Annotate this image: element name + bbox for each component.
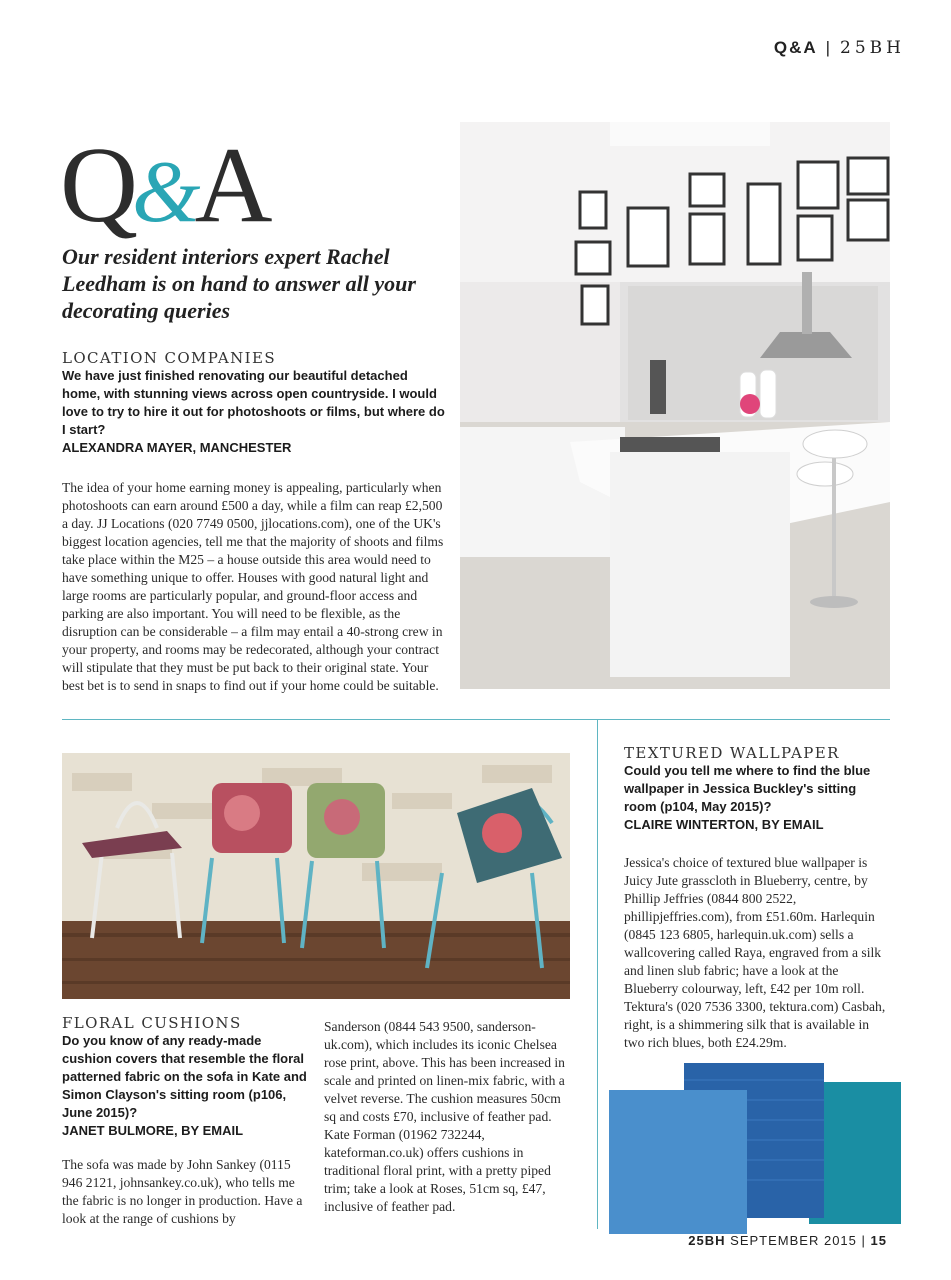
wallpaper-answer: Jessica's choice of textured blue wallpaper is Juicy Jute grasscloth in Blueberry, centre, by Phillip Jeffries (0844 800 2522, phillipjeffries.com), from £51.60m. Harlequin (0845 123 6805, harlequin.uk.com) sells a wallcovering called Raya, engraved from a silk and linen slub fabric; have a look at the Blueberry colourway, left, £42 per 10m roll. Tektura's (020 7536 3300, tektura.com) Casbah, right, is a shimmering silk that is available in two rich blues, both £24.29m. xyxy=(624,855,886,1050)
running-header xyxy=(774,38,905,58)
cushions-answer-part-1: The sofa was made by John Sankey (0115 946 2121, johnsankey.co.uk), who tells me the fabric is no longer in production. Have a look at the range of cushions by xyxy=(62,1157,303,1226)
title-a: A xyxy=(194,126,273,245)
location-answer: The idea of your home earning money is appealing, particularly when photoshoots can earn around £500 a day, while a film can reap £2,500 a day. JJ Locations (020 7749 0500, jjlocations.com), one of the UK's biggest location agencies, tell me that the majority of shoots and films take place within the M25 – a house outside this area would need to have something unique to offer. Houses with good natural light and large rooms are particularly popular, and ground-floor access and parking are also important. You will need to be flexible, as the disruption can be considerable – a film may entail a 40-strong crew in your property, and rooms may be redecorated, although your contract will stipulate that they must be put back to their original state. Your best bet is to send in snaps to find out if your home could be suitable. xyxy=(62,480,444,693)
footer-brand: 25BH xyxy=(688,1233,726,1248)
footer-separator: | xyxy=(861,1233,866,1248)
header-separator: | xyxy=(825,38,833,57)
title-q: Q xyxy=(60,126,138,245)
location-heading: LOCATION COMPANIES xyxy=(62,349,277,367)
header-brand: 25BH xyxy=(840,38,905,58)
wallpaper-author: CLAIRE WINTERTON, BY EMAIL xyxy=(624,817,824,832)
chairs-cushions-photo xyxy=(62,753,570,999)
section-label: Q&A xyxy=(773,38,818,57)
wallpaper-swatches xyxy=(609,1060,903,1236)
cushions-heading: FLORAL CUSHIONS xyxy=(62,1014,242,1032)
footer-issue: SEPTEMBER 2015 xyxy=(730,1233,857,1248)
wallpaper-heading: TEXTURED WALLPAPER xyxy=(624,744,840,762)
location-author: ALEXANDRA MAYER, MANCHESTER xyxy=(62,440,292,455)
location-section xyxy=(62,349,447,695)
cushions-author: JANET BULMORE, BY EMAIL xyxy=(62,1123,244,1138)
cushions-continued xyxy=(324,1018,572,1216)
title-ampersand: & xyxy=(132,144,201,241)
standfirst: Our resident interiors expert Rachel Leedham is on hand to answer all your decorating queries xyxy=(62,244,416,323)
wallpaper-question: Could you tell me where to find the blue wallpaper in Jessica Buckley's sitting room (p104, May 2015)? xyxy=(624,763,871,814)
cushions-answer-part-2: Sanderson (0844 543 9500, sanderson-uk.com), which includes its iconic Chelsea rose print, above. This has been increased in scale and printed on linen-mix fabric, with a velvet reverse. The cushion measures 50cm sq and costs £70, inclusive of feather pad. Kate Forman (01962 732244, kateforman.co.uk) offers cushions in traditional floral print, with a pretty piped trim; take a look at Roses, 51cm sq, £47, inclusive of feather pad. xyxy=(324,1019,565,1214)
location-question: We have just finished renovating our beautiful detached home, with stunning views across open countryside. I would love to try to hire it out for photoshoots or films, but where do I start? xyxy=(62,368,445,437)
cushions-section xyxy=(62,1014,312,1228)
vertical-rule xyxy=(597,719,598,1229)
kitchen-photo xyxy=(460,122,890,689)
horizontal-rule xyxy=(62,719,890,720)
page-footer xyxy=(688,1233,887,1248)
cushions-question: Do you know of any ready-made cushion covers that resemble the floral patterned fabric on the sofa in Kate and Simon Clayson's sitting room (p106, June 2015)? xyxy=(62,1033,307,1120)
page-title xyxy=(60,126,273,245)
wallpaper-section xyxy=(624,744,889,1052)
page-number: 15 xyxy=(870,1233,887,1248)
